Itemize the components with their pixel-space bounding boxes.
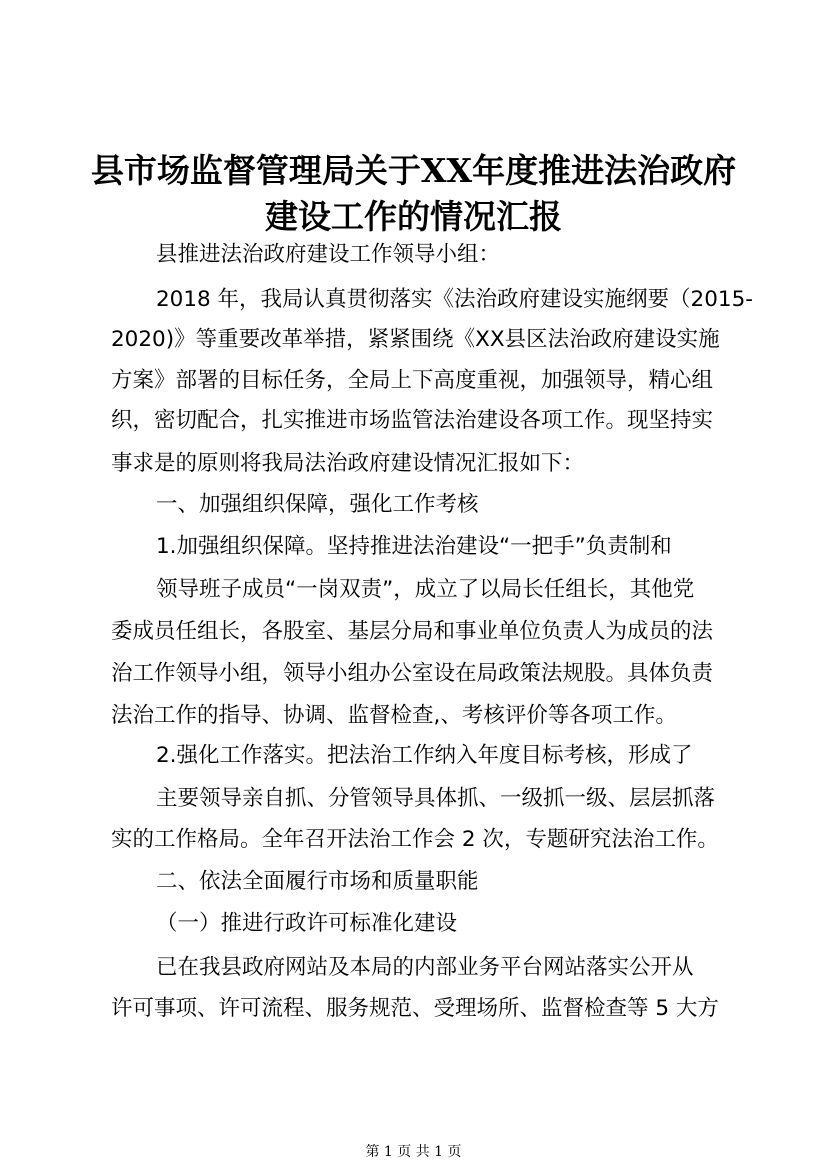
body-line: 委成员任组长，各股室、基层分局和事业单位负责人为成员的法 bbox=[111, 619, 714, 644]
section-heading: 二、依法全面履行市场和质量职能 bbox=[156, 869, 479, 894]
body-line: 2020)》等重要改革举措，紧紧围绕《XX县区法治政府建设实施 bbox=[111, 327, 720, 352]
page-footer: 第 1 页 共 1 页 bbox=[365, 1144, 462, 1160]
body-line: 领导班子成员“一岗双责”，成立了以局长任组长，其他党 bbox=[156, 577, 695, 602]
body-line: 2018 年，我局认真贯彻落实《法治政府建设实施纲要（2015- bbox=[156, 287, 754, 312]
body-line: 法治工作的指导、协调、监督检查,、考核评价等各项工作。 bbox=[111, 703, 677, 728]
section-heading: 一、加强组织保障，强化工作考核 bbox=[156, 492, 479, 517]
body-line: 实的工作格局。全年召开法治工作会 2 次，专题研究法治工作。 bbox=[111, 827, 719, 852]
body-line: 2.强化工作落实。把法治工作纳入年度目标考核，形成了 bbox=[156, 743, 693, 768]
body-line: 治工作领导小组，领导小组办公室设在局政策法规股。具体负责 bbox=[111, 661, 714, 686]
document-title-line-1: 县市场监督管理局关于XX年度推进法治政府 bbox=[90, 151, 737, 190]
body-line: 县推进法治政府建设工作领导小组： bbox=[156, 242, 501, 267]
subsection-heading: （一）推进行政许可标准化建设 bbox=[156, 911, 458, 936]
body-line: 主要领导亲自抓、分管领导具体抓、一级抓一级、层层抓落 bbox=[156, 786, 716, 811]
body-line: 方案》部署的目标任务，全局上下高度重视，加强领导，精心组 bbox=[111, 368, 714, 393]
body-line: 织，密切配合，扎实推进市场监管法治建设各项工作。现坚持实 bbox=[111, 408, 714, 433]
body-line: 事求是的原则将我局法治政府建设情况汇报如下： bbox=[111, 451, 585, 476]
body-line: 许可事项、许可流程、服务规范、受理场所、监督检查等 5 大方 bbox=[111, 996, 719, 1021]
document-title-line-2: 建设工作的情况汇报 bbox=[265, 197, 562, 236]
body-line: 1.加强组织保障。坚持推进法治建设“一把手”负责制和 bbox=[156, 534, 672, 559]
body-line: 已在我县政府网站及本局的内部业务平台网站落实公开从 bbox=[156, 955, 694, 980]
